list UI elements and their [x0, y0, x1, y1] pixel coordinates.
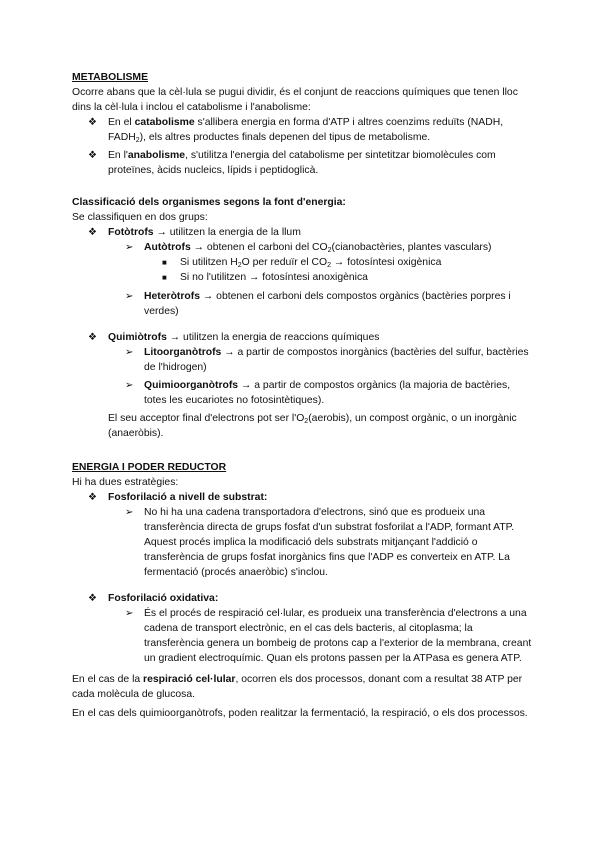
list-item-quimioorganotrofs: ➢ Quimioorganòtrofs → a partir de compostos orgànics (la majoria de bactèries, totes les eucariotes no fotosintètiques).	[125, 380, 511, 406]
list-item-autotrofs: ➢ Autòtrofs → obtenen el carboni del $CO_2(cianobactèries$, plantes vasculars)	[125, 242, 492, 254]
arrow-bullet-icon: ➢	[125, 347, 134, 358]
list-item-fosforilacio-substrat-text: ➢ No hi ha una cadena transportadora d'electrons, sinó que es produeix una transferència directa de grups fosfat d'un substrat fosforilat a l'ADP, formant ATP. Aquest procés implica la modificació dels substrats mitjançant l'addició o transferència de grups fosfat inorgànics fins que l'ADP es converteix en ATP. La fermentació (procés anaeròbic) s'inclou.	[125, 507, 515, 578]
heading-classificacio: Classificació dels organismes segons la font d'energia:	[72, 197, 346, 208]
list-item-fosforilacio-substrat: ❖ Fosforilació a nivell de substrat:	[88, 492, 268, 503]
heading-metabolisme: METABOLISME	[72, 72, 149, 83]
term-catabolisme: catabolisme	[134, 117, 195, 128]
square-bullet-icon: ■	[162, 273, 167, 282]
list-item-litoorganotrofs: ➢ Litoorganòtrofs → a partir de compostos inorgànics (bactèries del sulfur, bactèries de l'hidrogen)	[125, 347, 529, 373]
term-anabolisme: anabolisme	[127, 150, 186, 161]
section-energia	[72, 460, 532, 721]
list-item-fosforilacio-oxidativa: ❖ Fosforilació oxidativa:	[88, 593, 219, 604]
arrow-bullet-icon: ➢	[125, 242, 134, 253]
arrow-bullet-icon: ➢	[125, 608, 134, 619]
list-item-anoxigenica: ■ Si no l'utilitzen → fotosíntesi anoxigènica	[162, 272, 368, 283]
list-item-oxigenica: ■ Si utilitzen $H_2O$ per reduïr el $CO_2$ → fotosíntesi oxigènica	[162, 257, 442, 269]
diamond-bullet-icon: ❖	[88, 150, 97, 161]
paragraph-energia-intro: Hi ha dues estratègies:	[72, 477, 179, 488]
list-item-anabolisme: ❖ En l'anabolisme, s'utilitza l'energia del catabolisme per sintetitzar biomolècules com proteïnes, àcids nucleics, lípids i peptidoglicà.	[88, 150, 496, 176]
diamond-bullet-icon: ❖	[88, 593, 97, 604]
arrow-bullet-icon: ➢	[125, 507, 134, 518]
diamond-bullet-icon: ❖	[88, 117, 97, 128]
list-item-fosforilacio-oxidativa-text: ➢ És el procés de respiració cel·lular, es produeix una transferència d'electrons a una cadena de transport electrònic, en el cas dels bacteris, al citoplasma; la transferència genera un bombeig de protons cap a l'exterior de la membrana, creant un gradient electroquímic. Quan els protons passen per la ATPasa es genera ATP.	[125, 608, 532, 664]
diamond-bullet-icon: ❖	[88, 492, 97, 503]
square-bullet-icon: ■	[162, 258, 167, 267]
paragraph-quimioorganotrofs: En el cas dels quimioorganòtrofs, poden realitzar la fermentació, la respiració, o els dos processos.	[72, 708, 528, 719]
list-item-quimiotrofs: ❖ Quimiòtrofs → utilitzen la energia de reaccions químiques	[88, 332, 380, 343]
arrow-bullet-icon: ➢	[125, 291, 134, 302]
section-metabolisme	[72, 70, 532, 178]
arrow-bullet-icon: ➢	[125, 380, 134, 391]
paragraph-acceptor: El seu acceptor final d'electrons pot ser $l'O_2(aerobis)$, un compost orgànic, o un inorgànic (anaeròbis).	[108, 413, 517, 439]
list-item-fototrofs: ❖ Fotòtrofs → utilitzen la energia de la llum	[88, 227, 301, 238]
paragraph-respiracio: En el cas de la respiració cel·lular, ocorren els dos processos, donant com a resultat 38 ATP per cada molècula de glucosa.	[72, 674, 523, 700]
list-item-heterotrofs: ➢ Heteròtrofs → obtenen el carboni dels compostos orgànics (bactèries porpres i verdes)	[125, 291, 511, 317]
diamond-bullet-icon: ❖	[88, 332, 97, 343]
list-item-catabolisme: ❖ En el catabolisme s'allibera energia en forma d'ATP i altres coenzims reduïts (NADH, $FADH_2$), els altres productes finals depenen del tipus de metabolisme.	[88, 117, 504, 144]
paragraph-classificacio-intro: Se classifiquen en dos grups:	[72, 212, 208, 223]
heading-energia: ENERGIA I PODER REDUCTOR	[72, 462, 227, 473]
diamond-bullet-icon: ❖	[88, 227, 97, 238]
section-classificacio	[72, 195, 532, 441]
paragraph-intro: Ocorre abans que la cèl·lula se pugui dividir, és el conjunt de reaccions químiques que tenen lloc dins la cèl·lula i inclou el catabolisme i l'anabolisme:	[72, 87, 518, 113]
